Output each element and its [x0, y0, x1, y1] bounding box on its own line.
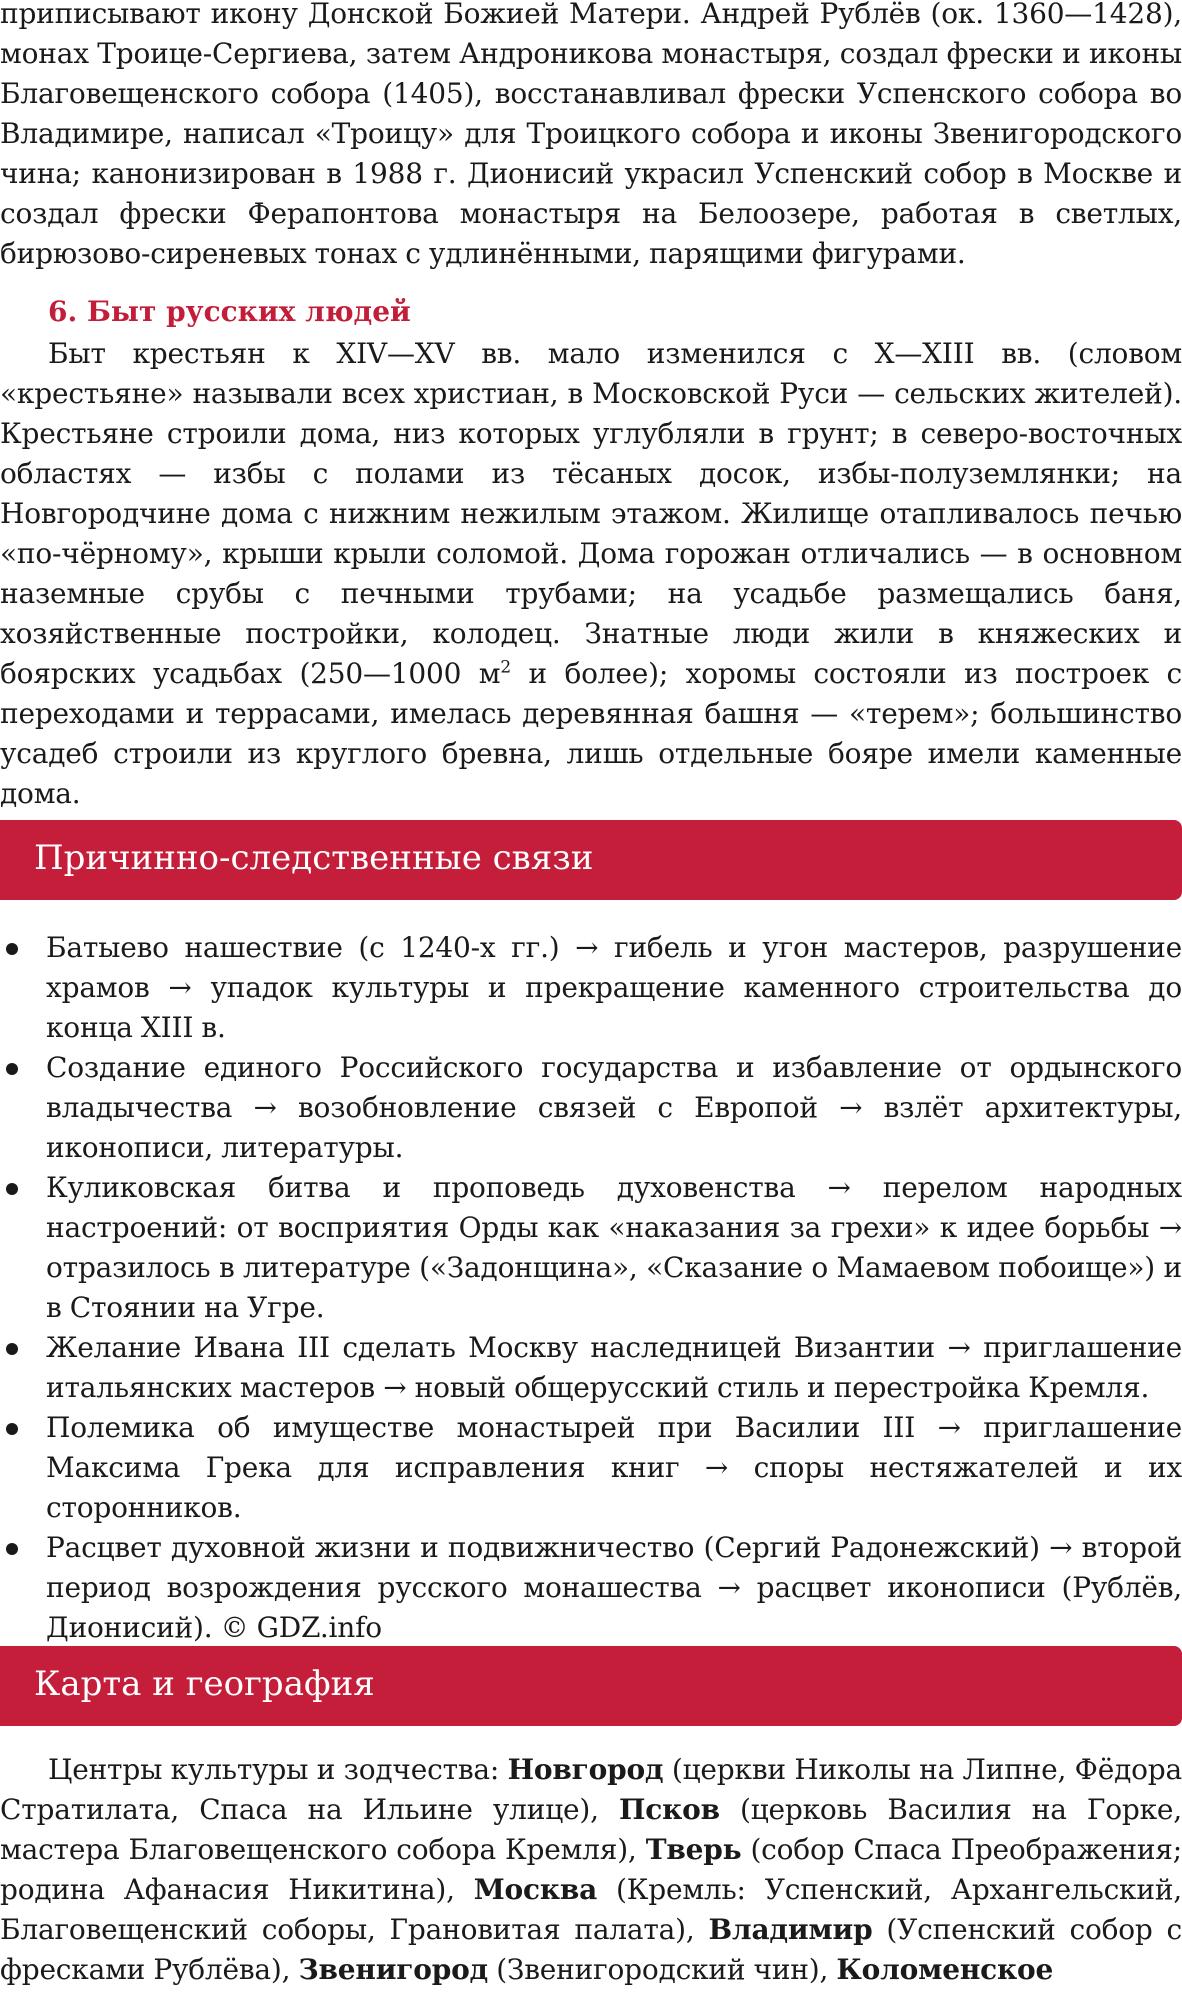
list-item — [0, 928, 1182, 1048]
city-name: Псков — [618, 1793, 720, 1826]
city-description: (Звенигородский чин), — [488, 1953, 837, 1986]
city-name: Тверь — [645, 1833, 742, 1866]
causal-links-heading: Причинно-следственные связи — [34, 838, 594, 878]
list-item — [0, 1048, 1182, 1168]
list-item — [0, 1168, 1182, 1328]
causal-links-banner — [0, 820, 1182, 900]
city-description: (Успенский собор с фресками Рублёва), — [0, 1913, 1182, 1986]
daily-life-text-a: Быт крестьян к XIV—XV вв. мало изменился с X—XIII вв. (словом «крестьяне» называли всех христиан, в Московской Руси — сельских жителей). Крестьяне строили дома, низ которых углубляли в грунт; в северо-восточных областях — избы с полами из тёсаных досок, избы-полуземлянки; на Новгородчине дома с нижним нежилым этажом. Жилище отапливалось печью «по-чёрному», крыши крыли соломой. Дома горожан отличались — в основном наземные срубы с печными трубами; на усадьбе размещались баня, хозяйственные постройки, колодец. Знатные люди жили в княжеских и боярских усадьбах (250—1000 м — [0, 337, 1182, 690]
bullet-icon — [6, 1063, 18, 1075]
city-description: (собор Спаса Преображения; родина Афанасия Никитина), — [0, 1833, 1182, 1906]
bullet-icon — [6, 1543, 18, 1555]
bullet-icon — [6, 1183, 18, 1195]
city-name: Москва — [473, 1873, 598, 1906]
bullet-icon — [6, 1343, 18, 1355]
list-item — [0, 1328, 1182, 1408]
city-description: (Кремль: Успенский, Архангельский, Благовещенский соборы, Грановитая палата), — [0, 1873, 1182, 1946]
bullet-icon — [6, 943, 18, 955]
city-name: Коломенское — [836, 1953, 1054, 1986]
list-item-text: Расцвет духовной жизни и подвижничество (Сергий Радонежский) → второй период возрождения русского монашества → расцвет иконописи (Рублёв, Дионисий). © GDZ.info — [46, 1531, 1182, 1644]
city-description: (церковь Василия на Горке, мастера Благовещенского собора Кремля), — [0, 1793, 1182, 1866]
city-description: (церкви Николы на Липне, Фёдора Стратилата, Спаса на Ильине улице), — [0, 1753, 1182, 1826]
daily-life-paragraph — [0, 334, 1182, 814]
list-item-text: Полемика об имуществе монастырей при Василии III → приглашение Максима Грека для исправления книг → споры нестяжателей и их сторонников. — [46, 1411, 1182, 1524]
section-6-title: 6. Быт русских людей — [48, 295, 411, 328]
intro-paragraph: приписывают икону Донской Божией Матери. Андрей Рублёв (ок. 1360—1428), монах Троице-Сергиева, затем Андроникова монастыря, создал фрески и иконы Благовещенского собора (1405), восстанавливал фрески Успенского собора во Владимире, написал «Троицу» для Троицкого собора и иконы Звенигородского чина; канонизирован в 1988 г. Дионисий украсил Успенский собор в Москве и создал фрески Ферапонтова монастыря на Белоозере, работая в светлых, бирюзово-сиреневых тонах с удлинёнными, парящими фигурами. — [0, 0, 1182, 270]
city-name: Владимир — [708, 1913, 873, 1946]
culture-centers-intro: Центры культуры и зодчества: — [48, 1753, 508, 1786]
causal-links-list — [0, 928, 1182, 1648]
map-geography-heading: Карта и география — [34, 1664, 375, 1704]
map-geography-banner — [0, 1646, 1182, 1726]
list-item — [0, 1408, 1182, 1528]
culture-centers-paragraph — [0, 1750, 1182, 1990]
list-item-text: Желание Ивана III сделать Москву наследницей Византии → приглашение итальянских мастеров → новый общерусский стиль и перестройка Кремля. — [46, 1331, 1182, 1404]
bullet-icon — [6, 1423, 18, 1435]
city-name: Новгород — [507, 1753, 664, 1786]
list-item-text: Куликовская битва и проповедь духовенства → перелом народных настроений: от восприятия Орды как «наказания за грехи» к идее борьбы → отразилось в литературе («Задонщина», «Сказание о Мамаевом побоище») и в Стоянии на Угре. — [46, 1171, 1182, 1324]
daily-life-text-b: и более); хоромы состояли из построек с переходами и террасами, имелась деревянная башня — «терем»; большинство усадеб строили из круглого бревна, лишь отдельные бояре имели каменные дома. — [0, 657, 1182, 810]
square-meter-sup: 2 — [500, 657, 511, 678]
city-name: Звенигород — [298, 1953, 489, 1986]
list-item — [0, 1528, 1182, 1648]
list-item-text: Батыево нашествие (с 1240-х гг.) → гибель и угон мастеров, разрушение храмов → упадок культуры и прекращение каменного строительства до конца XIII в. — [46, 931, 1182, 1044]
list-item-text: Создание единого Российского государства и избавление от ордынского владычества → возобновление связей с Европой → взлёт архитектуры, иконописи, литературы. — [46, 1051, 1182, 1164]
